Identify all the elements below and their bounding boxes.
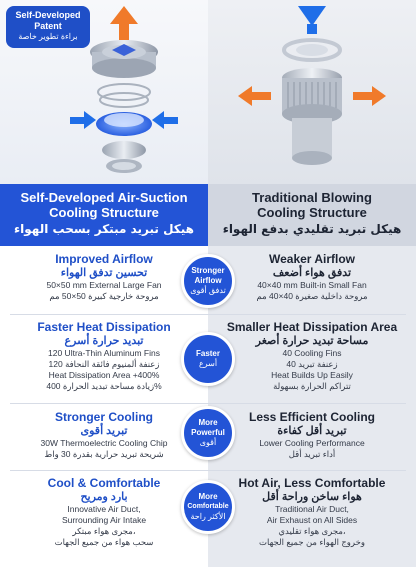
right-detail: تتراكم الحرارة بسهولة — [273, 381, 351, 391]
self-developed-patent-badge — [6, 6, 90, 48]
left-detail: Surrounding Air Intake — [61, 515, 147, 525]
traditional-structure-header — [208, 184, 416, 246]
right-cell-heat — [208, 320, 416, 392]
left-heading: Cool & Comfortable — [47, 476, 161, 490]
left-header-arabic: هيكل تبريد مبتكر بسحب الهواء — [14, 222, 194, 236]
right-heading-arabic: هواء ساخن وراحة أقل — [262, 491, 362, 503]
right-detail: Traditional Air Duct, — [275, 504, 349, 514]
traditional-cooler-illustration — [208, 0, 416, 184]
right-detail: 40×40 mm Built-in Small Fan — [257, 280, 367, 290]
right-detail: 40 Cooling Fins — [282, 348, 342, 358]
left-header-line1: Self-Developed Air-Suction — [20, 190, 188, 205]
traditional-cooler-diagram — [208, 0, 416, 184]
right-detail: مروحة داخلية صغيرة 40×40 مم — [256, 291, 368, 301]
left-heading-arabic: تبريد أقوى — [80, 425, 128, 437]
left-heading: Improved Airflow — [55, 252, 153, 266]
bubble-line2: Airflow — [194, 276, 222, 285]
hot-air-right-arrow-icon — [353, 86, 386, 106]
left-detail: Innovative Air Duct, — [67, 504, 141, 514]
left-cell-cooling — [0, 410, 208, 460]
bubble-line2: Comfortable — [187, 503, 229, 510]
right-cell-airflow — [208, 252, 416, 302]
more-comfortable-bubble — [181, 480, 235, 534]
badge-arabic: براءة تطوير خاصة — [18, 32, 78, 41]
badge-line2: Patent — [34, 21, 62, 31]
air-intake-left-arrow-icon — [70, 111, 96, 129]
right-detail: Lower Cooling Performance — [259, 438, 365, 448]
left-heading: Faster Heat Dissipation — [37, 320, 171, 334]
bubble-line2: Powerful — [191, 428, 225, 437]
right-detail: 40 زعنفة تبريد — [286, 359, 338, 369]
left-detail: 30W Thermoelectric Cooling Chip — [40, 438, 168, 448]
right-header-line1: Traditional Blowing — [252, 190, 372, 205]
right-heading: Smaller Heat Dissipation Area — [226, 320, 398, 334]
left-detail: 120 Ultra-Thin Aluminum Fins — [48, 348, 160, 358]
row-divider — [10, 470, 406, 471]
left-detail: شريحة تبريد حرارية بقدرة 30 واط — [44, 449, 164, 459]
right-detail: Heat Builds Up Easily — [271, 370, 353, 380]
bubble-arabic: الأكثر راحة — [190, 512, 226, 521]
left-header-line2: Cooling Structure — [49, 205, 159, 220]
right-heading: Hot Air, Less Comfortable — [238, 476, 386, 490]
right-heading-arabic: تدفق هواء أضعف — [272, 267, 352, 279]
air-down-arrow-icon — [298, 6, 326, 34]
row-divider — [10, 314, 406, 315]
bubble-arabic: أقوى — [199, 438, 217, 447]
left-detail: Heat Dissipation Area +400% — [48, 370, 160, 380]
badge-line1: Self-Developed — [15, 10, 81, 20]
left-detail: سحب هواء من جميع الجهات — [54, 537, 154, 547]
bubble-arabic: تدفق أقوى — [190, 286, 226, 295]
right-header-line2: Cooling Structure — [257, 205, 367, 220]
left-detail: مجرى هواء مبتكر، — [72, 526, 136, 536]
right-cell-cooling — [208, 410, 416, 460]
bubble-line1: More — [198, 492, 218, 501]
row-divider — [10, 403, 406, 404]
right-detail: مجرى هواء تقليدي، — [278, 526, 346, 536]
hot-air-up-arrow-icon — [110, 6, 138, 40]
bubble-arabic: أسرع — [198, 359, 218, 368]
left-detail: 50×50 mm External Large Fan — [46, 280, 162, 290]
self-developed-structure-header — [0, 184, 208, 246]
right-detail: وخروج الهواء من جميع الجهات — [259, 537, 365, 547]
right-cell-comfort — [208, 476, 416, 548]
left-cell-airflow — [0, 252, 208, 302]
left-heading: Stronger Cooling — [55, 410, 153, 424]
hot-air-left-arrow-icon — [238, 86, 271, 106]
left-heading-arabic: بارد ومريح — [80, 491, 128, 503]
right-detail: أداء تبريد أقل — [288, 449, 336, 459]
right-heading: Less Efficient Cooling — [248, 410, 375, 424]
bubble-line1: Stronger — [191, 266, 225, 275]
right-heading-arabic: مساحة تبديد حرارة أصغر — [255, 335, 369, 347]
bubble-line1: More — [198, 418, 218, 427]
air-intake-right-arrow-icon — [152, 111, 178, 129]
left-heading-arabic: تحسين تدفق الهواء — [60, 267, 148, 279]
left-detail: زيادة مساحة تبديد الحرارة 400% — [46, 381, 162, 391]
left-heading-arabic: تبديد حرارة أسرع — [64, 335, 144, 347]
left-cell-heat — [0, 320, 208, 392]
right-header-arabic: هيكل تبريد تقليدي بدفع الهواء — [222, 222, 402, 236]
bubble-line1: Faster — [195, 349, 220, 358]
more-powerful-bubble — [181, 406, 235, 460]
left-cell-comfort — [0, 476, 208, 548]
left-detail: 120 زعنفة ألمنيوم فائقة النحافة — [48, 359, 160, 369]
right-heading: Weaker Airflow — [268, 252, 356, 266]
faster-bubble — [181, 332, 235, 386]
left-detail: مروحة خارجية كبيرة 50×50 مم — [49, 291, 159, 301]
stronger-airflow-bubble — [181, 254, 235, 308]
right-detail: Air Exhaust on All Sides — [266, 515, 358, 525]
right-heading-arabic: تبريد أقل كفاءة — [277, 425, 347, 437]
